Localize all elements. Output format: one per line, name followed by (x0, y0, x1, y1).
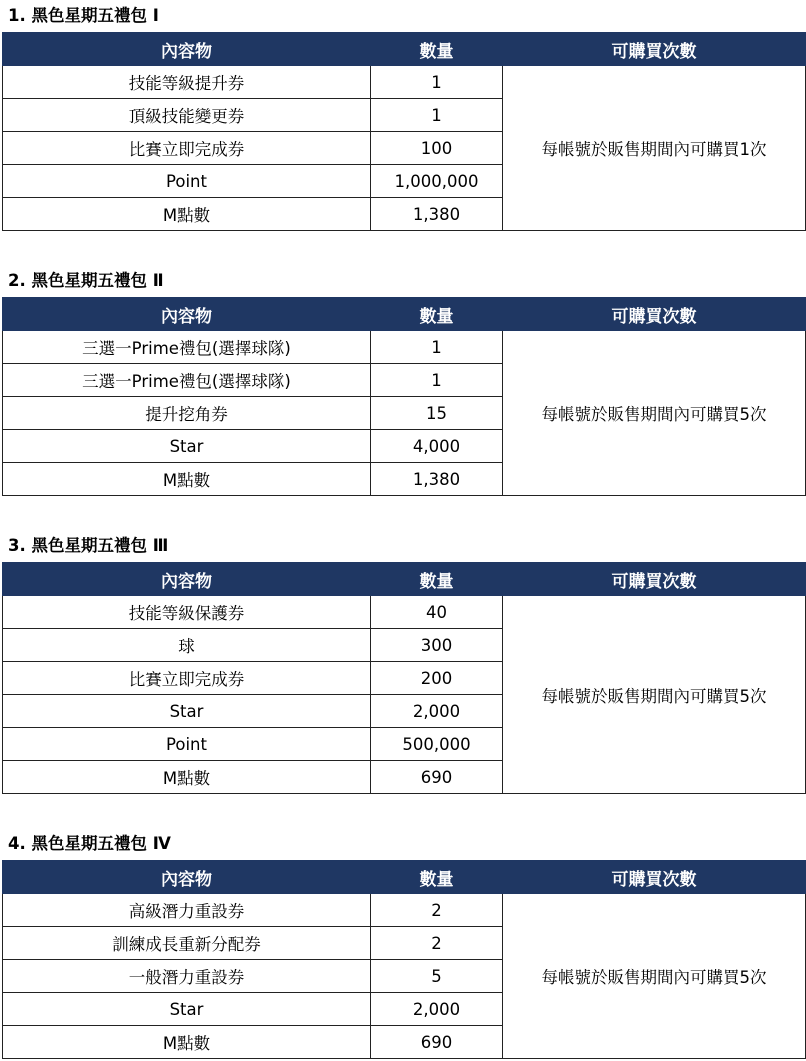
header-contents: 內容物 (3, 563, 371, 596)
package-title: 1. 黑色星期五禮包 Ⅰ (8, 6, 159, 25)
item-quantity: 690 (371, 1026, 503, 1059)
item-name: Star (3, 993, 371, 1026)
header-quantity: 數量 (371, 563, 503, 596)
package-title: 2. 黑色星期五禮包 Ⅱ (8, 271, 164, 290)
header-limit: 可購買次數 (503, 861, 806, 894)
table-row (3, 331, 806, 364)
item-name: 三選一Prime禮包(選擇球隊) (3, 331, 371, 364)
table-row (3, 894, 806, 927)
package-table (2, 32, 806, 231)
item-name: M點數 (3, 761, 371, 794)
purchase-limit: 每帳號於販售期間內可購買1次 (503, 66, 806, 231)
item-name: Star (3, 695, 371, 728)
purchase-limit: 每帳號於販售期間內可購買5次 (503, 596, 806, 794)
item-name: M點數 (3, 1026, 371, 1059)
table-row (3, 596, 806, 629)
item-name: 高級潛力重設券 (3, 894, 371, 927)
item-name: 技能等級保護券 (3, 596, 371, 629)
package-table (2, 860, 806, 1059)
purchase-limit: 每帳號於販售期間內可購買5次 (503, 894, 806, 1059)
package-table (2, 562, 806, 794)
item-name: 頂級技能變更券 (3, 99, 371, 132)
item-name: M點數 (3, 463, 371, 496)
item-name: 三選一Prime禮包(選擇球隊) (3, 364, 371, 397)
table-header-row (3, 861, 806, 894)
item-name: M點數 (3, 198, 371, 231)
package-table (2, 297, 806, 496)
item-quantity: 1 (371, 66, 503, 99)
header-contents: 內容物 (3, 33, 371, 66)
header-limit: 可購買次數 (503, 33, 806, 66)
item-name: 球 (3, 629, 371, 662)
item-name: 技能等級提升券 (3, 66, 371, 99)
header-quantity: 數量 (371, 861, 503, 894)
item-quantity: 1 (371, 331, 503, 364)
item-quantity: 100 (371, 132, 503, 165)
header-limit: 可購買次數 (503, 298, 806, 331)
item-quantity: 2 (371, 927, 503, 960)
header-contents: 內容物 (3, 861, 371, 894)
item-name: 提升挖角券 (3, 397, 371, 430)
item-quantity: 4,000 (371, 430, 503, 463)
item-name: 比賽立即完成券 (3, 132, 371, 165)
item-name: Star (3, 430, 371, 463)
item-name: 一般潛力重設券 (3, 960, 371, 993)
item-quantity: 200 (371, 662, 503, 695)
header-limit: 可購買次數 (503, 563, 806, 596)
item-name: Point (3, 165, 371, 198)
item-quantity: 2,000 (371, 993, 503, 1026)
item-quantity: 300 (371, 629, 503, 662)
item-name: 訓練成長重新分配券 (3, 927, 371, 960)
item-quantity: 2,000 (371, 695, 503, 728)
item-quantity: 5 (371, 960, 503, 993)
item-quantity: 690 (371, 761, 503, 794)
item-quantity: 15 (371, 397, 503, 430)
item-quantity: 1,380 (371, 198, 503, 231)
item-quantity: 2 (371, 894, 503, 927)
item-quantity: 40 (371, 596, 503, 629)
package-title: 3. 黑色星期五禮包 Ⅲ (8, 536, 169, 555)
item-quantity: 1,380 (371, 463, 503, 496)
table-header-row (3, 563, 806, 596)
package-title: 4. 黑色星期五禮包 Ⅳ (8, 834, 171, 853)
header-quantity: 數量 (371, 298, 503, 331)
header-quantity: 數量 (371, 33, 503, 66)
item-name: Point (3, 728, 371, 761)
item-quantity: 1,000,000 (371, 165, 503, 198)
table-header-row (3, 33, 806, 66)
table-header-row (3, 298, 806, 331)
item-quantity: 500,000 (371, 728, 503, 761)
item-quantity: 1 (371, 99, 503, 132)
item-quantity: 1 (371, 364, 503, 397)
table-row (3, 66, 806, 99)
header-contents: 內容物 (3, 298, 371, 331)
item-name: 比賽立即完成券 (3, 662, 371, 695)
purchase-limit: 每帳號於販售期間內可購買5次 (503, 331, 806, 496)
